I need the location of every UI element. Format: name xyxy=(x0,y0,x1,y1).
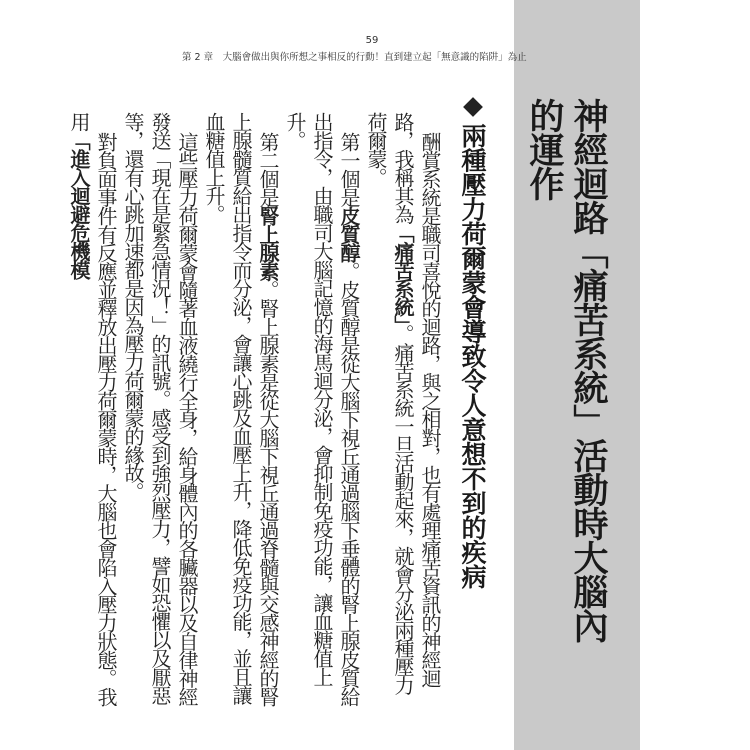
paragraph-1: 酬賞系統是職司喜悅的迴路，與之相對，也有處理痛苦資訊的神經迴路，我稱其為「痛苦系統」。痛苦系統一旦活動起來，就會分泌兩種壓力荷爾蒙。 xyxy=(364,112,442,694)
page-number: 59 xyxy=(365,35,379,46)
paragraph-5: 對負面事件有反應並釋放出壓力荷爾蒙時，大腦也會陷入壓力狀態。我用「進入迴避危機模 xyxy=(67,112,118,706)
chapter-title: 神經迴路「痛苦系統」活動時大腦內的運作 xyxy=(524,98,608,642)
bold-term: 腎上腺素 xyxy=(256,206,280,280)
paragraph-4: 這些壓力荷爾蒙會隨著血液繞行全身，給身體內的各臟器以及自律神經發送「現在是緊急情況！」的訊號。感受到強烈壓力，譬如恐懼以及厭惡等，還有心跳加速都是因為壓力荷爾蒙的緣故。 xyxy=(121,112,199,706)
body-text xyxy=(67,112,443,712)
bold-term: 皮質醇 xyxy=(337,206,361,262)
diamond-icon xyxy=(463,97,483,117)
section-heading: 兩種壓力荷爾蒙會導致令人意想不到的疾病 xyxy=(458,123,487,589)
paragraph-3: 第二個是腎上腺素。腎上腺素是從大腦下視丘通過脊髓與交感神經的腎上腺髓質給出指令而分泌，會讓心跳及血壓上升，降低免疫功能，並且讓血糖值上升。 xyxy=(202,112,280,706)
paragraph-2: 第一個是皮質醇。皮質醇是從大腦下視丘通過腦下垂體的腎上腺皮質給出指令，由職司大腦記憶的海馬迴分泌，會抑制免疫功能，讓血糖值上升。 xyxy=(283,112,361,706)
running-header: 第 2 章 大腦會做出與你所想之事相反的行動！直到建立起「無意識的陷阱」為止 xyxy=(182,52,527,63)
bold-term: 「痛苦系統」 xyxy=(391,223,415,324)
bold-term: 「進入迴避危機模 xyxy=(67,130,91,279)
